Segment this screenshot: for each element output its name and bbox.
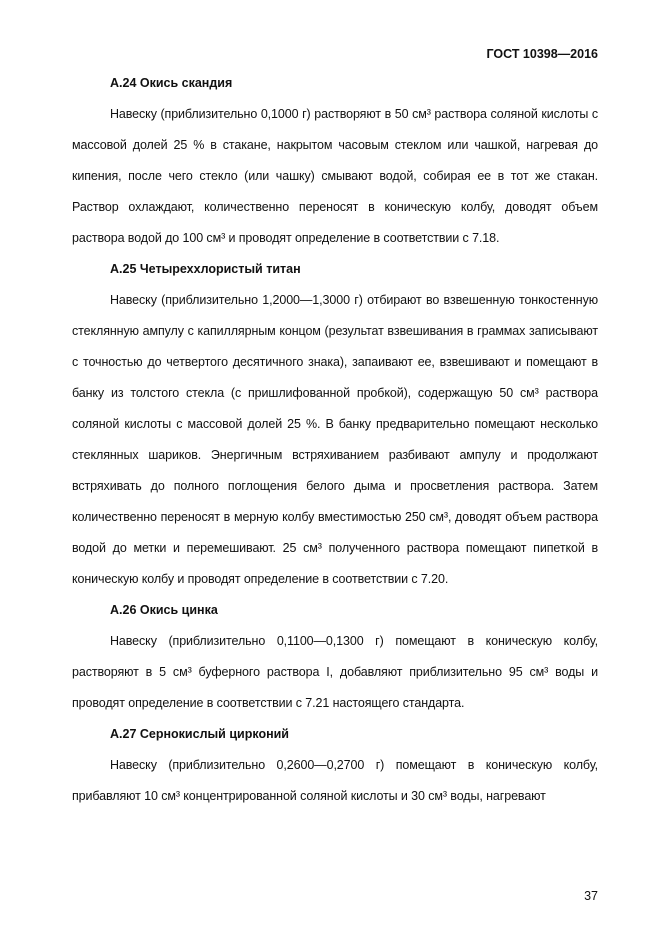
section-heading-a25: А.25 Четыреххлористый титан [110, 262, 301, 276]
section-paragraph-a25: Навеску (приблизительно 1,2000—1,3000 г) отбирают во взвешенную тонкостенную стеклянную ампулу с капиллярным концом (результат взвешивания в граммах записывают с точностью до четвертого десятичного знака), запаивают ее, взвешивают и помещают в банку из толстого стекла (с пришлифованной пробкой), содержащую 50 см³ раствора соляной кислоты с массовой долей 25 %. В банку предварительно помещают несколько стеклянных шариков. Энергичным встряхиванием разбивают ампулу и продолжают встряхивать до полного поглощения белого дыма и просветления раствора. Затем количественно переносят в мерную колбу вместимостью 250 см³, доводят объем раствора водой до метки и перемешивают. 25 см³ полученного раствора помещают пипеткой в коническую колбу и проводят определение в соответствии с 7.20. [72, 293, 598, 586]
document-body [72, 68, 598, 812]
section-heading-a24: А.24 Окись скандия [110, 76, 233, 90]
section-paragraph-a27: Навеску (приблизительно 0,2600—0,2700 г) помещают в коническую колбу, прибавляют 10 см³ концентрированной соляной кислоты и 30 см³ воды, нагревают [72, 758, 598, 803]
section-paragraph-a24: Навеску (приблизительно 0,1000 г) растворяют в 50 см³ раствора соляной кислоты с массовой долей 25 % в стакане, накрытом часовым стеклом или чашкой, нагревая до кипения, после чего стекло (или чашку) смывают водой, собирая ее в тот же стакан. Раствор охлаждают, количественно переносят в коническую колбу, доводят объем раствора водой до 100 см³ и проводят определение в соответствии с 7.18. [72, 107, 598, 245]
section-heading-a26: А.26 Окись цинка [110, 603, 218, 617]
section-paragraph-a26: Навеску (приблизительно 0,1100—0,1300 г) помещают в коническую колбу, растворяют в 5 см³ буферного раствора I, добавляют приблизительно 95 см³ воды и проводят определение в соответствии с 7.21 настоящего стандарта. [72, 634, 598, 710]
page-number: 37 [584, 889, 598, 903]
standard-code: ГОСТ 10398—2016 [486, 47, 598, 61]
section-heading-a27: А.27 Сернокислый цирконий [110, 727, 289, 741]
